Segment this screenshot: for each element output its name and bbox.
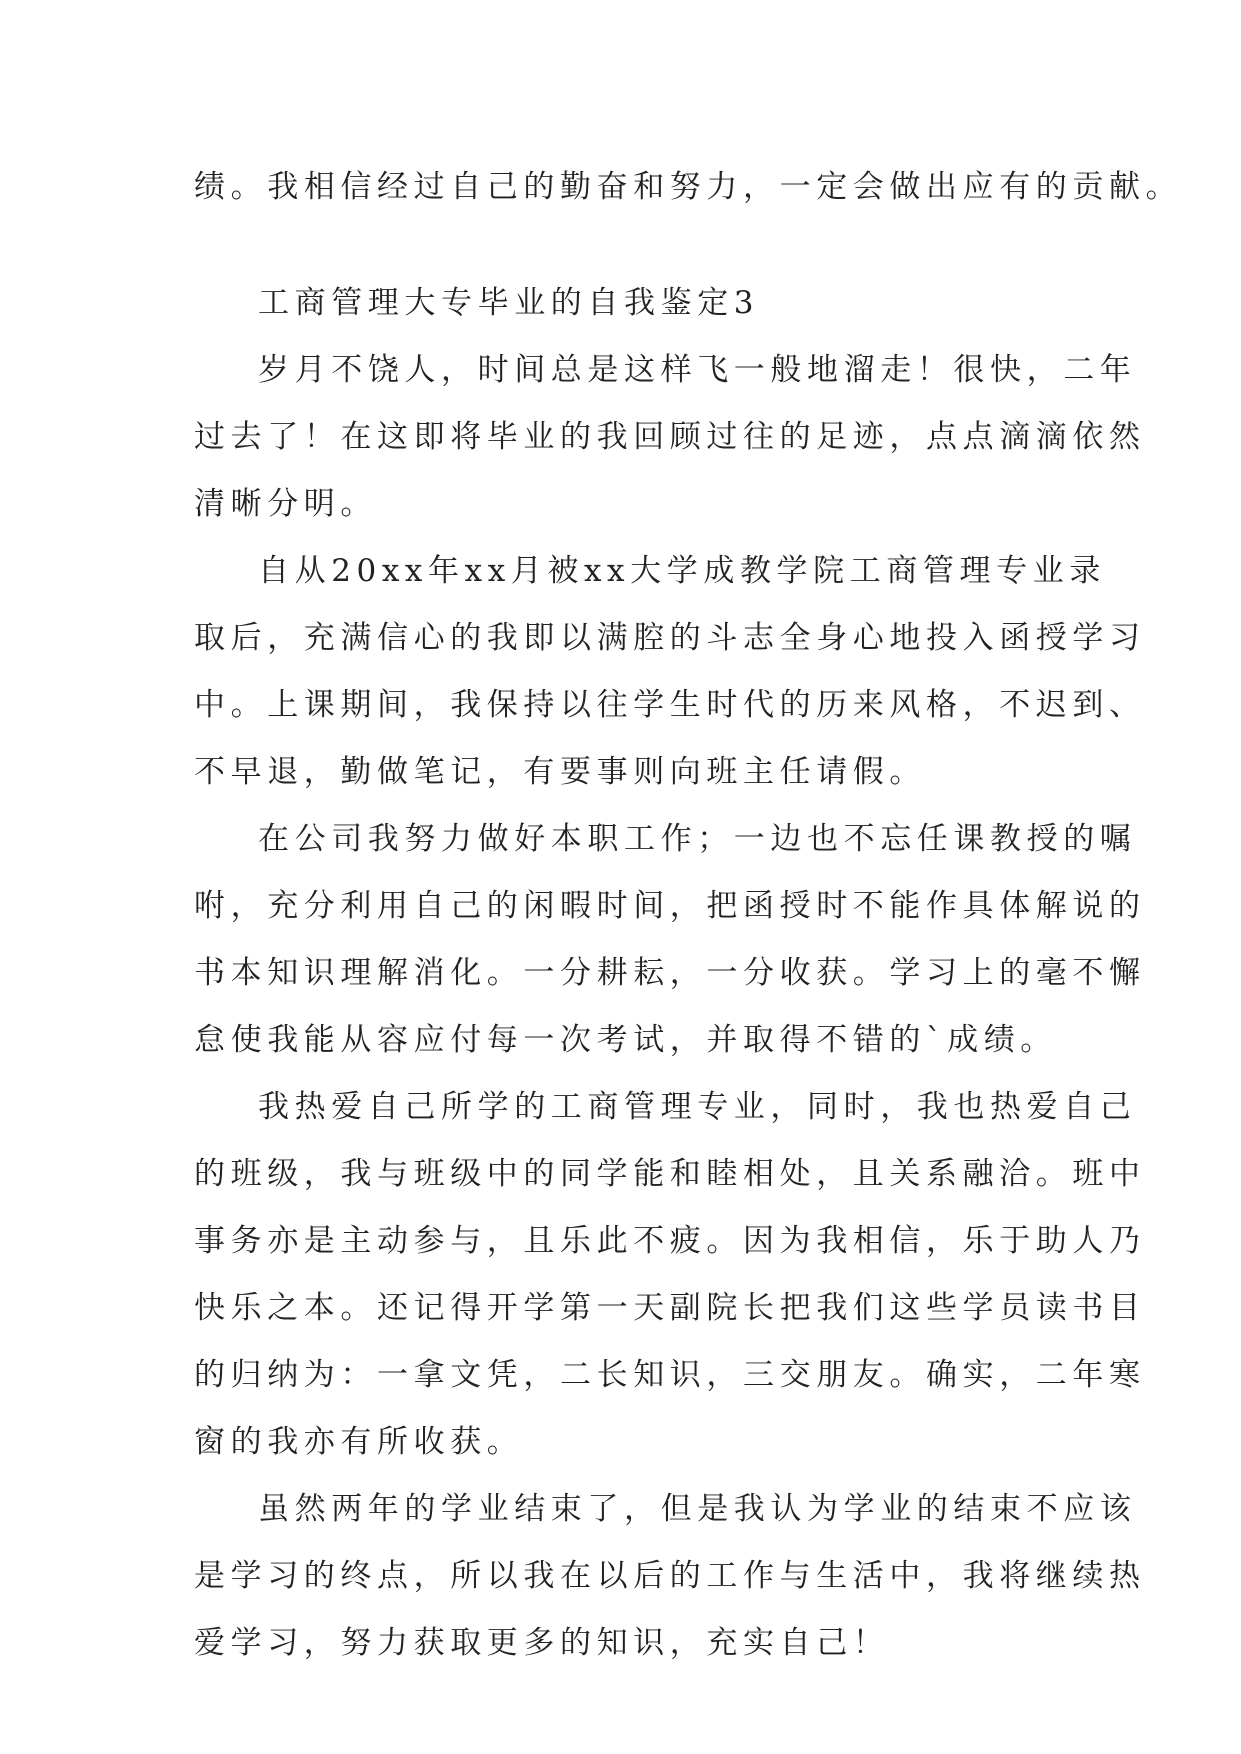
paragraph-2-line-4: 不早退，勤做笔记，有要事则向班主任请假。 (194, 754, 926, 790)
paragraph-3-line-1: 在公司我努力做好本职工作；一边也不忘任课教授的嘱 (258, 821, 1137, 857)
paragraph-5-line-3: 爱学习，努力获取更多的知识，充实自己！ (194, 1625, 890, 1661)
paragraph-4-line-2: 的班级，我与班级中的同学能和睦相处，且关系融洽。班中 (194, 1156, 1146, 1192)
paragraph-5-line-2: 是学习的终点，所以我在以后的工作与生活中，我将继续热 (194, 1558, 1146, 1594)
section-heading: 工商管理大专毕业的自我鉴定3 (258, 285, 760, 321)
text-line-continuation: 绩。我相信经过自己的勤奋和努力，一定会做出应有的贡献。 (194, 169, 1183, 205)
paragraph-4-line-1: 我热爱自己所学的工商管理专业，同时，我也热爱自己 (258, 1089, 1137, 1125)
paragraph-1-line-3: 清晰分明。 (194, 486, 377, 522)
paragraph-3-line-4: 怠使我能从容应付每一次考试，并取得不错的`成绩。 (194, 1022, 1057, 1058)
paragraph-3-line-3: 书本知识理解消化。一分耕耘，一分收获。学习上的毫不懈 (194, 955, 1146, 991)
paragraph-2-line-2: 取后，充满信心的我即以满腔的斗志全身心地投入函授学习 (194, 620, 1146, 656)
paragraph-1-line-1: 岁月不饶人，时间总是这样飞一般地溜走！很快，二年 (258, 352, 1137, 388)
paragraph-4-line-3: 事务亦是主动参与，且乐此不疲。因为我相信，乐于助人乃 (194, 1223, 1146, 1259)
paragraph-2-line-1: 自从20xx年xx月被xx大学成教学院工商管理专业录 (258, 553, 1106, 589)
paragraph-5-line-1: 虽然两年的学业结束了，但是我认为学业的结束不应该 (258, 1491, 1137, 1527)
paragraph-1-line-2: 过去了！在这即将毕业的我回顾过往的足迹，点点滴滴依然 (194, 419, 1146, 455)
paragraph-2-line-3: 中。上课期间，我保持以往学生时代的历来风格，不迟到、 (194, 687, 1146, 723)
paragraph-3-line-2: 咐，充分利用自己的闲暇时间，把函授时不能作具体解说的 (194, 888, 1146, 924)
paragraph-4-line-5: 的归纳为：一拿文凭，二长知识，三交朋友。确实，二年寒 (194, 1357, 1146, 1393)
paragraph-4-line-6: 窗的我亦有所收获。 (194, 1424, 524, 1460)
paragraph-4-line-4: 快乐之本。还记得开学第一天副院长把我们这些学员读书目 (194, 1290, 1146, 1326)
